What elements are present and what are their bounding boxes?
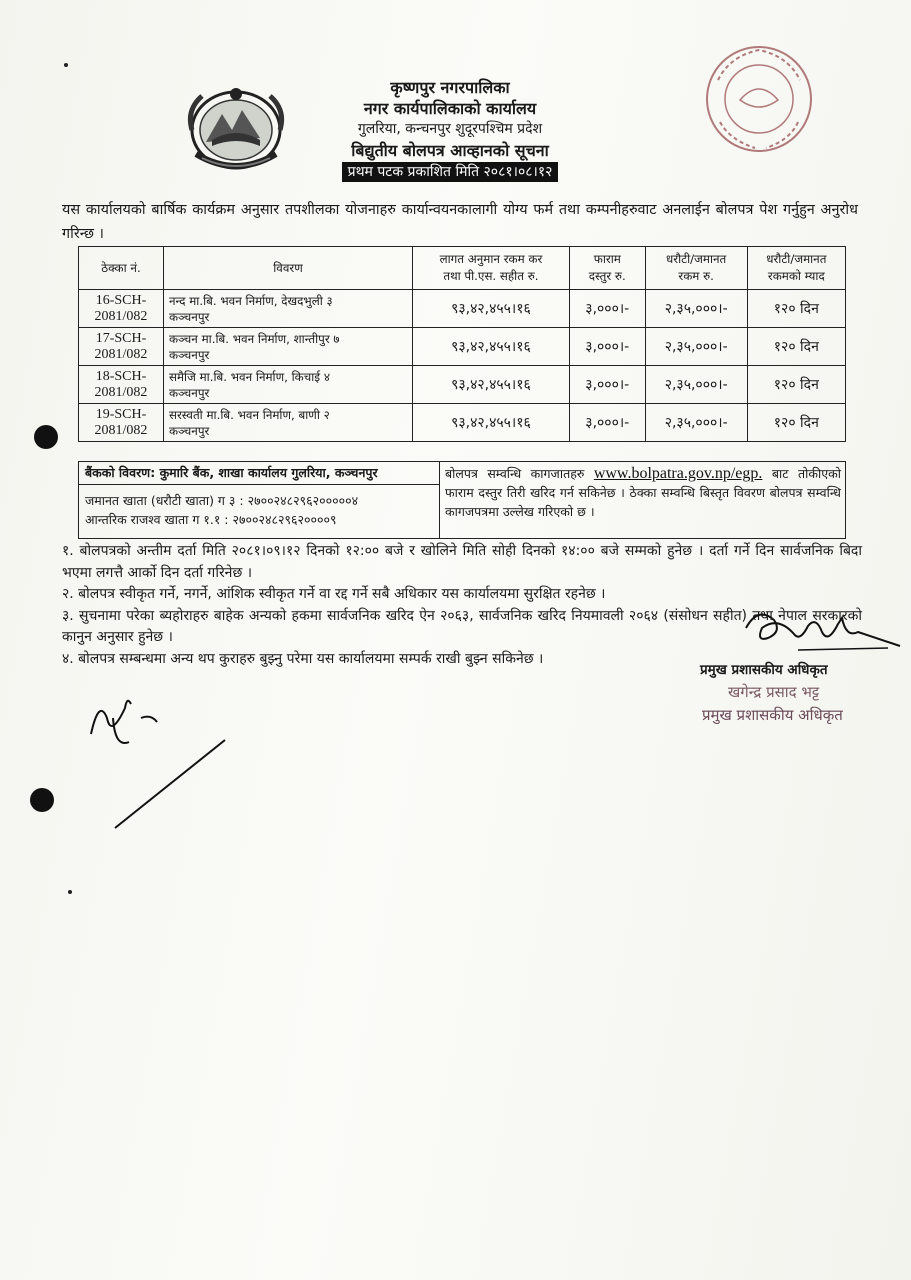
tender-table (78, 246, 846, 442)
revenue-account: आन्तरिक राजश्व खाता ग १.१ : २७००२४८२९६२००००९ (85, 512, 337, 527)
validity-cell: १२० दिन (747, 328, 845, 366)
publish-date: प्रथम पटक प्रकाशित मिति २०८१।०८।१२ (342, 162, 559, 182)
project-district: कञ्चनपुर (169, 347, 210, 362)
validity-cell: १२० दिन (747, 404, 845, 442)
contract-year: 2081/082 (94, 422, 148, 438)
table-row (79, 366, 846, 404)
project-name: नन्द मा.बि. भवन निर्माण, देखदभुली ३ (169, 293, 333, 308)
term-item: २. बोलपत्र स्वीकृत गर्ने, नगर्ने, आंशिक स्वीकृत गर्ने वा रद्द गर्ने सबै अधिकार यस कार्यालयमा सुरक्षित रहनेछ । (62, 586, 606, 602)
cost-cell: ९३,४२,४५५।१६ (413, 328, 570, 366)
header-fee-label-2: दस्तुर रु. (588, 269, 626, 283)
docs-info-suffix: बाट तोकीएको फाराम दस्तुर तिरी खरिद गर्न सकिनेछ । ठेक्का सम्वन्धि बिस्तृत विवरण बोलपत्र सम्वन्धि कागजपत्रमा उल्लेख गरिएको छ । (445, 466, 841, 519)
stamp-officer-title: प्रमुख प्रशासकीय अधिकृत (702, 706, 843, 724)
header-validity-label-1: धरौटी/जमानत (766, 252, 827, 266)
project-district: कञ्चनपुर (169, 309, 210, 324)
fee-cell: ३,०००।- (569, 290, 645, 328)
office-seal-icon (700, 40, 818, 158)
signer-designation: प्रमुख प्रशासकीय अधिकृत (700, 662, 828, 678)
contract-no-cell (79, 290, 164, 328)
term-item: १. बोलपत्रको अन्तीम दर्ता मिति २०८१।०९।१२ दिनको १२:०० बजे र खोलिने मिति सोही दिनको १४:०० बजे सम्मको हुनेछ । दर्ता गर्ने दिन सार्वजनिक बिदा भएमा लगत्तै आर्को दिन दर्ता गरिनेछ । (62, 543, 862, 581)
fee-cell: ३,०००।- (569, 404, 645, 442)
term-item: ३. सुचनामा परेका ब्यहोराहरु बाहेक अन्यको हकमा सार्वजनिक खरिद ऐन २०६३, सार्वजनिक खरिद नियमावली २०६४ (संसोधन सहीत) तथा नेपाल सरकारको कानुन अनुसार हुनेछ । (62, 607, 862, 645)
cost-cell: ९३,४२,४५५।१६ (413, 404, 570, 442)
cost-cell: ९३,४२,४५५।१६ (413, 366, 570, 404)
bank-title: बैंकको विवरण: कुमारि बैंक, शाखा कार्यालय गुलरिया, कञ्चनपुर (79, 462, 439, 485)
project-district: कञ्चनपुर (169, 423, 210, 438)
contract-year: 2081/082 (94, 346, 148, 362)
punch-hole-mark (30, 788, 54, 812)
municipality-name: कृष्णपुर नगरपालिका (390, 78, 510, 97)
header-cost (413, 247, 570, 290)
header-description-label: विवरण (273, 260, 303, 275)
project-name: समैजि मा.बि. भवन निर्माण, किचाई ४ (169, 369, 330, 384)
intro-paragraph: यस कार्यालयको बार्षिक कार्यक्रम अनुसार तपशीलका योजनाहरु कार्यान्वयनकालागी योग्य फर्म तथा कम्पनीहरुवाट अनलाईन बोलपत्र पेश गर्नुहुन अनुरोध गरिन्छ । (62, 202, 858, 242)
contract-no: 18-SCH- (95, 368, 147, 384)
header-fee-label-1: फाराम (593, 252, 621, 266)
table-header-row (79, 247, 846, 290)
ink-dot (68, 890, 72, 894)
header-cost-label-1: लागत अनुमान रकम कर (439, 252, 543, 266)
header-cost-label-2: तथा पी.एस. सहीत रु. (443, 269, 539, 283)
deposit-account: जमानत खाता (धरौटी खाता) ग ३ : २७००२४८२९६२०००००४ (85, 493, 359, 508)
office-name: नगर कार्यपालिकाको कार्यालय (363, 99, 537, 118)
header-deposit (645, 247, 747, 290)
contract-no-cell (79, 404, 164, 442)
fee-cell: ३,०००।- (569, 366, 645, 404)
officer-signature-icon (738, 598, 908, 668)
description-cell (164, 328, 413, 366)
ink-dot (64, 63, 68, 67)
letterhead (300, 77, 600, 182)
deposit-cell: २,३५,०००।- (645, 328, 747, 366)
contract-no-cell (79, 366, 164, 404)
contract-no: 17-SCH- (95, 330, 147, 346)
project-name: कञ्चन मा.बि. भवन निर्माण, शान्तीपुर ७ (169, 331, 340, 346)
notice-title: बिद्युतीय बोलपत्र आव्हानको सूचना (351, 141, 549, 160)
fee-cell: ३,०००।- (569, 328, 645, 366)
header-contract-no-label: ठेक्का नं. (101, 260, 141, 275)
office-address: गुलरिया, कन्चनपुर शुदूरपश्चिम प्रदेश (357, 121, 543, 137)
contract-no: 19-SCH- (95, 406, 147, 422)
table-row (79, 328, 846, 366)
description-cell (164, 290, 413, 328)
validity-cell: १२० दिन (747, 366, 845, 404)
contract-no: 16-SCH- (95, 292, 147, 308)
deposit-cell: २,३५,०००।- (645, 290, 747, 328)
bolpatra-link[interactable]: www.bolpatra.gov.np/egp. (593, 465, 763, 482)
docs-info-prefix: बोलपत्र सम्वन्धि कागजातहरु (445, 466, 585, 481)
header-deposit-label-1: धरौटी/जमानत (666, 252, 727, 266)
header-validity (747, 247, 845, 290)
header-description (164, 247, 413, 290)
docs-info (445, 464, 841, 521)
table-row (79, 290, 846, 328)
project-district: कञ्चनपुर (169, 385, 210, 400)
description-cell (164, 366, 413, 404)
header-deposit-label-2: रकम रु. (678, 269, 714, 283)
project-name: सरस्वती मा.बि. भवन निर्माण, बाणी २ (169, 407, 330, 422)
header-fee (569, 247, 645, 290)
contract-year: 2081/082 (94, 384, 148, 400)
term-item: ४. बोलपत्र सम्बन्धमा अन्य थप कुराहरु बुझ्नु परेमा यस कार्यालयमा सम्पर्क राखी बुझ्न सकिनेछ । (62, 650, 544, 667)
cost-cell: ९३,४२,४५५।१६ (413, 290, 570, 328)
validity-cell: १२० दिन (747, 290, 845, 328)
table-row (79, 404, 846, 442)
bank-details (79, 462, 440, 538)
header-validity-label-2: रकमको म्याद (767, 269, 825, 283)
description-cell (164, 404, 413, 442)
deposit-cell: २,३५,०००।- (645, 404, 747, 442)
header-contract-no (79, 247, 164, 290)
nepal-emblem-icon (182, 80, 290, 176)
contract-no-cell (79, 328, 164, 366)
contract-year: 2081/082 (94, 308, 148, 324)
deposit-cell: २,३५,०००।- (645, 366, 747, 404)
initials-scribble-icon (85, 688, 245, 838)
stamp-officer-name: खगेन्द्र प्रसाद भट्ट (728, 683, 820, 701)
bank-and-docs-box (78, 461, 846, 539)
punch-hole-mark (34, 425, 58, 449)
